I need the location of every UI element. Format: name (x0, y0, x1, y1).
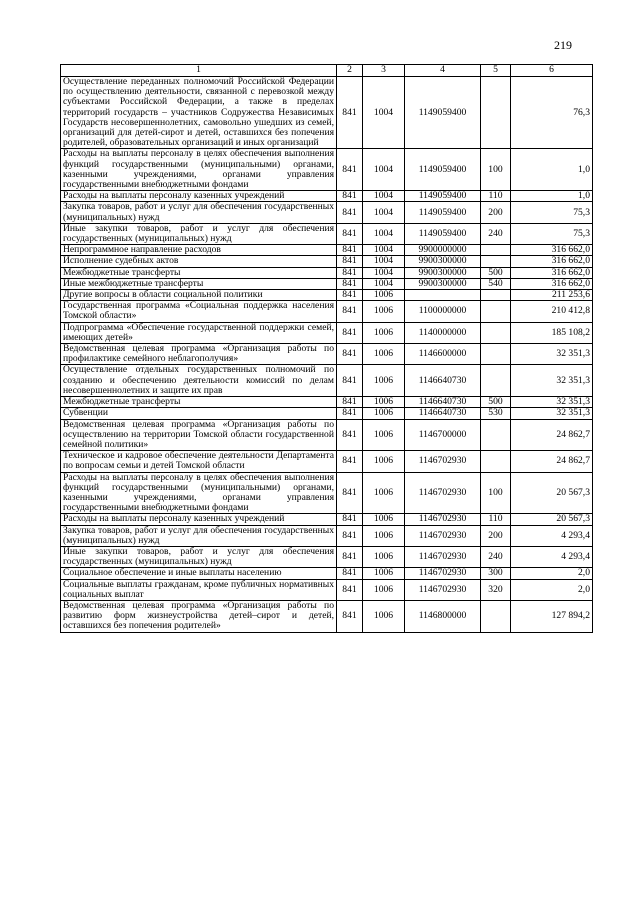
expense-type-cell: 100 (481, 472, 511, 514)
amount-cell: 2,0 (511, 579, 593, 600)
expense-type-cell: 320 (481, 579, 511, 600)
expense-type-cell: 200 (481, 202, 511, 223)
ministry-code-cell: 841 (337, 267, 363, 278)
expense-name-cell: Иные закупки товаров, работ и услуг для обеспечения государственных (муниципальных) нужд (61, 223, 337, 244)
target-article-cell: 1146700000 (405, 419, 481, 451)
amount-cell: 1,0 (511, 191, 593, 202)
section-code-cell: 1006 (363, 397, 405, 408)
table-row (61, 579, 593, 600)
ministry-code-cell: 841 (337, 149, 363, 191)
ministry-code-cell: 841 (337, 223, 363, 244)
ministry-code-cell: 841 (337, 322, 363, 343)
amount-cell: 75,3 (511, 223, 593, 244)
budget-table (60, 64, 593, 633)
expense-type-cell: 500 (481, 397, 511, 408)
expense-type-cell (481, 256, 511, 267)
ministry-code-cell: 841 (337, 472, 363, 514)
amount-cell: 20 567,3 (511, 514, 593, 525)
target-article-cell: 1149059400 (405, 223, 481, 244)
expense-type-cell: 240 (481, 546, 511, 567)
expense-name-cell: Ведомственная целевая программа «Организация работы по осуществлению на территории Томской области государственной семейной политики» (61, 419, 337, 451)
amount-cell: 4 293,4 (511, 525, 593, 546)
table-row (61, 472, 593, 514)
ministry-code-cell: 841 (337, 365, 363, 397)
table-row (61, 514, 593, 525)
section-code-cell: 1006 (363, 322, 405, 343)
target-article-cell: 1149059400 (405, 191, 481, 202)
amount-cell: 316 662,0 (511, 267, 593, 278)
table-row (61, 245, 593, 256)
table-row (61, 568, 593, 579)
expense-type-cell: 240 (481, 223, 511, 244)
expense-type-cell (481, 344, 511, 365)
table-row (61, 365, 593, 397)
expense-type-cell: 110 (481, 514, 511, 525)
ministry-code-cell: 841 (337, 451, 363, 472)
expense-type-cell: 540 (481, 278, 511, 289)
table-row (61, 546, 593, 567)
target-article-cell: 1146702930 (405, 472, 481, 514)
expense-name-cell: Осуществление переданных полномочий Российской Федерации по осуществлению деятельности, связанной с перевозкой между субъектами Российской Федерации, а также в пределах территорий государств – участников Содружества Независимых Государств несовершеннолетних, самовольно ушедших из семей, организаций для детей-сирот и детей, оставшихся без попечения родителей, образовательных организаций и иных организаций (61, 77, 337, 149)
amount-cell: 316 662,0 (511, 256, 593, 267)
expense-type-cell (481, 301, 511, 322)
expense-type-cell (481, 77, 511, 149)
amount-cell: 127 894,2 (511, 600, 593, 632)
expense-type-cell (481, 600, 511, 632)
table-row (61, 77, 593, 149)
section-code-cell: 1006 (363, 290, 405, 301)
expense-type-cell (481, 290, 511, 301)
section-code-cell: 1006 (363, 344, 405, 365)
table-row (61, 600, 593, 632)
expense-type-cell: 500 (481, 267, 511, 278)
page-number: 219 (554, 38, 572, 52)
ministry-code-cell: 841 (337, 290, 363, 301)
table-row (61, 278, 593, 289)
table-row (61, 451, 593, 472)
target-article-cell: 1146600000 (405, 344, 481, 365)
section-code-cell: 1006 (363, 419, 405, 451)
section-code-cell: 1006 (363, 408, 405, 419)
ministry-code-cell: 841 (337, 546, 363, 567)
target-article-cell: 1146702930 (405, 514, 481, 525)
table-body (61, 77, 593, 633)
target-article-cell: 1146702930 (405, 525, 481, 546)
amount-cell: 76,3 (511, 77, 593, 149)
expense-name-cell: Социальное обеспечение и иные выплаты населению (61, 568, 337, 579)
amount-cell: 32 351,3 (511, 408, 593, 419)
target-article-cell: 1146640730 (405, 365, 481, 397)
target-article-cell: 1146800000 (405, 600, 481, 632)
table-row (61, 267, 593, 278)
target-article-cell: 1146702930 (405, 546, 481, 567)
amount-cell: 316 662,0 (511, 245, 593, 256)
table-row (61, 525, 593, 546)
expense-name-cell: Другие вопросы в области социальной политики (61, 290, 337, 301)
section-code-cell: 1004 (363, 245, 405, 256)
ministry-code-cell: 841 (337, 278, 363, 289)
expense-type-cell (481, 451, 511, 472)
target-article-cell: 1146640730 (405, 408, 481, 419)
ministry-code-cell: 841 (337, 256, 363, 267)
table-row (61, 256, 593, 267)
amount-cell: 32 351,3 (511, 344, 593, 365)
target-article-cell: 1146702930 (405, 451, 481, 472)
section-code-cell: 1004 (363, 256, 405, 267)
table-row (61, 202, 593, 223)
section-code-cell: 1006 (363, 451, 405, 472)
ministry-code-cell: 841 (337, 77, 363, 149)
expense-name-cell: Ведомственная целевая программа «Организация работы по профилактике семейного неблагополучия» (61, 344, 337, 365)
header-cell: 4 (405, 65, 481, 77)
amount-cell: 210 412,8 (511, 301, 593, 322)
expense-type-cell: 530 (481, 408, 511, 419)
ministry-code-cell: 841 (337, 600, 363, 632)
expense-name-cell: Подпрограмма «Обеспечение государственной поддержки семей, имеющих детей» (61, 322, 337, 343)
target-article-cell: 1146702930 (405, 568, 481, 579)
table-row (61, 408, 593, 419)
ministry-code-cell: 841 (337, 245, 363, 256)
amount-cell: 20 567,3 (511, 472, 593, 514)
section-code-cell: 1006 (363, 301, 405, 322)
target-article-cell: 1146640730 (405, 397, 481, 408)
amount-cell: 1,0 (511, 149, 593, 191)
section-code-cell: 1004 (363, 191, 405, 202)
target-article-cell: 9900300000 (405, 278, 481, 289)
expense-name-cell: Техническое и кадровое обеспечение деятельности Департамента по вопросам семьи и детей Томской области (61, 451, 337, 472)
section-code-cell: 1006 (363, 514, 405, 525)
amount-cell: 24 862,7 (511, 419, 593, 451)
expense-name-cell: Субвенции (61, 408, 337, 419)
expense-name-cell: Непрограммное направление расходов (61, 245, 337, 256)
table-row (61, 290, 593, 301)
expense-type-cell: 100 (481, 149, 511, 191)
expense-name-cell: Межбюджетные трансферты (61, 267, 337, 278)
section-code-cell: 1006 (363, 472, 405, 514)
header-cell: 5 (481, 65, 511, 77)
amount-cell: 211 253,6 (511, 290, 593, 301)
ministry-code-cell: 841 (337, 301, 363, 322)
ministry-code-cell: 841 (337, 525, 363, 546)
expense-name-cell: Расходы на выплаты персоналу казенных учреждений (61, 191, 337, 202)
ministry-code-cell: 841 (337, 419, 363, 451)
header-cell: 1 (61, 65, 337, 77)
target-article-cell: 9900300000 (405, 267, 481, 278)
table-row (61, 397, 593, 408)
section-code-cell: 1006 (363, 365, 405, 397)
header-row (61, 65, 593, 77)
section-code-cell: 1006 (363, 525, 405, 546)
target-article-cell: 9900000000 (405, 245, 481, 256)
expense-type-cell: 200 (481, 525, 511, 546)
ministry-code-cell: 841 (337, 191, 363, 202)
target-article-cell: 1149059400 (405, 77, 481, 149)
ministry-code-cell: 841 (337, 344, 363, 365)
expense-name-cell: Осуществление отдельных государственных полномочий по созданию и обеспечению деятельности комиссий по делам несовершеннолетних и защите их прав (61, 365, 337, 397)
expense-name-cell: Закупка товаров, работ и услуг для обеспечения государственных (муниципальных) нужд (61, 202, 337, 223)
section-code-cell: 1004 (363, 149, 405, 191)
ministry-code-cell: 841 (337, 202, 363, 223)
section-code-cell: 1004 (363, 223, 405, 244)
section-code-cell: 1006 (363, 579, 405, 600)
expense-name-cell: Расходы на выплаты персоналу казенных учреждений (61, 514, 337, 525)
header-cell: 6 (511, 65, 593, 77)
ministry-code-cell: 841 (337, 579, 363, 600)
section-code-cell: 1006 (363, 600, 405, 632)
expense-type-cell: 300 (481, 568, 511, 579)
ministry-code-cell: 841 (337, 514, 363, 525)
table-row (61, 419, 593, 451)
expense-type-cell (481, 322, 511, 343)
target-article-cell (405, 290, 481, 301)
table-row (61, 223, 593, 244)
amount-cell: 75,3 (511, 202, 593, 223)
amount-cell: 185 108,2 (511, 322, 593, 343)
target-article-cell: 9900300000 (405, 256, 481, 267)
header-cell: 2 (337, 65, 363, 77)
expense-type-cell (481, 419, 511, 451)
expense-name-cell: Расходы на выплаты персоналу в целях обеспечения выполнения функций государственными (муниципальными) органами, казенными учреждениями, органами управления государственными внебюджетными фондами (61, 149, 337, 191)
target-article-cell: 1149059400 (405, 202, 481, 223)
amount-cell: 24 862,7 (511, 451, 593, 472)
section-code-cell: 1004 (363, 202, 405, 223)
target-article-cell: 1149059400 (405, 149, 481, 191)
expense-name-cell: Государственная программа «Социальная поддержка населения Томской области» (61, 301, 337, 322)
expense-type-cell (481, 245, 511, 256)
expense-name-cell: Межбюджетные трансферты (61, 397, 337, 408)
table-row (61, 191, 593, 202)
header-cell: 3 (363, 65, 405, 77)
expense-name-cell: Закупка товаров, работ и услуг для обеспечения государственных (муниципальных) нужд (61, 525, 337, 546)
section-code-cell: 1006 (363, 546, 405, 567)
amount-cell: 4 293,4 (511, 546, 593, 567)
expense-name-cell: Иные межбюджетные трансферты (61, 278, 337, 289)
target-article-cell: 1146702930 (405, 579, 481, 600)
expense-name-cell: Расходы на выплаты персоналу в целях обеспечения выполнения функций государственными (муниципальными) органами, казенными учреждениями, органами управления государственными внебюджетными фондами (61, 472, 337, 514)
amount-cell: 32 351,3 (511, 365, 593, 397)
target-article-cell: 1140000000 (405, 322, 481, 343)
section-code-cell: 1004 (363, 278, 405, 289)
ministry-code-cell: 841 (337, 568, 363, 579)
amount-cell: 32 351,3 (511, 397, 593, 408)
expense-name-cell: Социальные выплаты гражданам, кроме публичных нормативных социальных выплат (61, 579, 337, 600)
expense-name-cell: Ведомственная целевая программа «Организация работы по развитию форм жизнеустройства детей–сирот и детей, оставшихся без попечения родителей» (61, 600, 337, 632)
section-code-cell: 1004 (363, 77, 405, 149)
table-row (61, 322, 593, 343)
expense-type-cell: 110 (481, 191, 511, 202)
amount-cell: 2,0 (511, 568, 593, 579)
table-row (61, 344, 593, 365)
ministry-code-cell: 841 (337, 397, 363, 408)
table-row (61, 301, 593, 322)
table-row (61, 149, 593, 191)
expense-name-cell: Иные закупки товаров, работ и услуг для обеспечения государственных (муниципальных) нужд (61, 546, 337, 567)
expense-name-cell: Исполнение судебных актов (61, 256, 337, 267)
section-code-cell: 1004 (363, 267, 405, 278)
ministry-code-cell: 841 (337, 408, 363, 419)
amount-cell: 316 662,0 (511, 278, 593, 289)
target-article-cell: 1100000000 (405, 301, 481, 322)
section-code-cell: 1006 (363, 568, 405, 579)
expense-type-cell (481, 365, 511, 397)
